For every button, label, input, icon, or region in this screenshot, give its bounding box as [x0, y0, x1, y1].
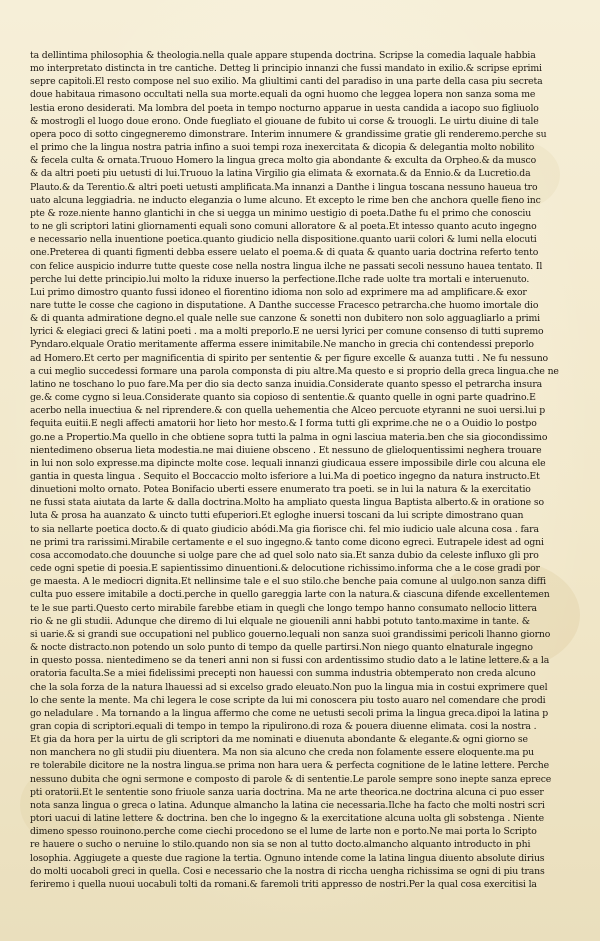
text-line: ge maesta. A le mediocri dignita.Et nellinsime tale e el suo stilo.che benche paia comune al uulgo.non sanza diffi [30, 576, 546, 588]
text-line: acerbo nella inuectiua & nel riprendere.& con quella uehementia che Alceo percuote etyranni ne suoi uersi.lui p [30, 405, 546, 417]
text-line: Pyndaro.elquale Oratio meritamente afferma essere inimitabile.Ne mancho in grecia chi contendessi preporlo [30, 339, 534, 351]
text-line: con felice auspicio indurre tutte queste cose nella nostra lingua ilche ne passati secoli nessuno hauea tentato. Il [30, 260, 543, 272]
text-line: a cui meglio succedessi formare una parola componsta di piu altre.Ma questo e si proprio della greca lingua.che ne [30, 365, 559, 377]
text-line: te le sue parti.Questo certo mirabile farebbe etiam in quegli che longo tempo hanno consumato nellocio littera [30, 602, 537, 614]
text-line: perche lui dette principio.lui molto la riduxe inuerso la perfectione.Ilche rade uolte tra mortali e interuenuto. [30, 273, 530, 285]
text-line: lestia erono desiderati. Ma lombra del poeta in tempo nocturno apparue in uesta candida a iacopo suo figliuolo [30, 102, 539, 114]
text-line: luta & prosa ha auanzato & uincto tutti efuperiori.Et egloghe inuersi toscani da lui scripte dimostrano quan [30, 510, 524, 522]
text-line: to ne gli scriptori latini gliornamenti equali sono comuni alloratore & al poeta.Et intesso quanto acuto ingegno [30, 221, 537, 233]
text-line: culta puo essere imitabile a docti.perche in quello gareggia larte con la natura.& ciascuna difende excellentemen [30, 589, 550, 601]
text-line: & nocte distracto.non potendo un solo punto di tempo da quelle partirsi.Non niego quanto elnaturale ingegno [30, 642, 533, 654]
text-line: ta dellintima philosophia & theologia.nella quale appare stupenda doctrina. Scripse la comedia laquale habbia [30, 50, 536, 61]
text-line: mo interpretato distincta in tre cantiche. Detteg li principio innanzi che fussi mandato in exilio.& scripse eprimi [30, 63, 542, 75]
text-line: to sia nellarte poetica docto.& di quato giudicio abódi.Ma gia fiorisce chi. fel mio iudicio uale alcuna cosa . fara [30, 523, 539, 535]
text-line: ad Homero.Et certo per magnificentia di spirito per sententie & per figure excelle & auanza tutti . Ne fu nessuno [30, 352, 548, 364]
text-line: feriremo i quella nuoui uocabuli tolti da romani.& faremoli triti appresso de nostri.Per la qual cosa exercitisi la [30, 878, 537, 890]
text-line: si uarie.& si grandi sue occupationi nel publico gouerno.lequali non sanza suoi grandissimi pericoli lhanno giorno [30, 628, 551, 640]
text-line: one.Preterea di quanti figmenti debba essere uelato el poema.& di quata & quanto uaria doctrina referto tento [30, 247, 539, 259]
text-line: re hauere o sucho o neruine lo stilo.quando non sia se non al tutto docto.almancho alquanto introducto in phi [30, 839, 531, 851]
text-line: go neladulare . Ma tornando a la lingua affermo che come ne uetusti secoli prima la lingua greca.dipoi la latina p [30, 707, 549, 719]
text-line: losophia. Aggiugete a queste due ragione la tertia. Ognuno intende come la latina lingua diuento absolute dirius [30, 852, 545, 864]
text-line: ne primi tra rarissimi.Mirabile certamente e el suo ingegno.& tanto come dicono egreci. Eutrapele idest ad ogni [30, 536, 544, 548]
text-line: & di quanta admiratione degno.el quale nelle sue canzone & sonetti non dubitero non solo agguagliarlo a primi [30, 313, 540, 325]
text-line: dimeno spesso rouinono.perche come ciechi procedono se el lume de larte non e porto.Ne mai porta lo Scripto [30, 826, 537, 838]
text-line: rio & ne gli studii. Adunque che diremo di lui elquale ne giouenili anni habbi potuto tanto.maxime in tante. & [30, 615, 530, 627]
text-line: lyrici & elegiaci greci & latini poeti . ma a molti preporlo.E ne uersi lyrici per comune consenso di tutti supremo [30, 326, 544, 338]
body-text [30, 49, 578, 891]
text-line: ne fussi stata aiutata da larte & dalla doctrina.Molto ha ampliato questa lingua Baptista alberto.& in oratione so [30, 497, 544, 509]
text-line: pti oratorii.Et le sententie sono friuole sanza uaria doctrina. Ma ne arte theorica.ne doctrina alcuna ci puo esser [30, 786, 544, 798]
text-line: nota sanza lingua o greca o latina. Adunque almancho la latina cie necessaria.Ilche ha facto che molti nostri scri [30, 799, 545, 811]
text-line: dinuetioni molto ornato. Potea Bonifacio uberti essere enumerato tra poeti. se in lui la natura & la exercitatio [30, 484, 531, 496]
text-line: gantia in questa lingua . Sequito el Boccaccio molto isferiore a lui.Ma di poetico ingegno da natura instructo.Et [30, 471, 540, 482]
text-line: uato alcuna leggiadria. ne inducto eleganzia o lume alcuno. Et excepto le rime ben che anchora quelle fieno inc [30, 194, 541, 206]
text-line: pte & roze.niente hanno glantichi in che si uegga un minimo uestigio di poeta.Dathe fu el primo che conosciu [30, 207, 532, 219]
text-line: latino ne toschano lo puo fare.Ma per dio sia decto sanza inuidia.Considerate quanto spesso el petrarcha insura [30, 378, 543, 390]
text-line: go.ne a Propertio.Ma quello in che obtiene sopra tutti la palma in ogni lasciua materia.ben che sia giocondissimo [30, 431, 548, 443]
text-line: gran copia di scriptori.equali di tempo in tempo la ripulirono.di roza & pouera diuenne elimata. cosi la nostra . [30, 720, 537, 732]
text-line: non manchera no gli studii piu diuentera. Ma non sia alcuno che creda non folamente essere eloquente.ma pu [30, 747, 535, 759]
text-line: Plauto.& da Terentio.& altri poeti uetusti amplificata.Ma innanzi a Danthe i lingua toscana nessuno haueua tro [30, 181, 538, 193]
text-line: nessuno dubita che ogni sermone e composto di parole & di sententie.Le parole sempre sono inepte sanza eprece [30, 773, 552, 785]
text-line: el primo che la lingua nostra patria infino a suoi tempi roza inexercitata & dicopia & delegantia molto nobilito [30, 142, 535, 154]
text-line: oratoria faculta.Se a miei fidelissimi precepti non hauessi con summa industria obtemperato non creda alcuno [30, 668, 536, 680]
text-line: nientedimeno obserua lieta modestia.ne mai diuiene obsceno . Et nessuno de glieloquentissimi neghera trouare [30, 444, 542, 456]
text-line: Et gia da hora per la uirtu de gli scriptori da me nominati e diuenuta abondante & elegante.& ogni giorno se [30, 734, 528, 746]
text-line: ge.& come cygno si leua.Considerate quanto sia copioso di sententie.& quanto quelle in ogni parte quadrino.E [30, 392, 536, 404]
text-line: opera poco di sotto cingegneremo dimonstrare. Interim innumere & grandissime gratie gli renderemo.perche su [30, 128, 547, 140]
text-line: e necessario nella inuentione poetica.quanto giudicio nella dispositione.quanto uarii colori & lumi nella elocuti [30, 234, 537, 246]
text-line: Lui primo dimostro quanto fussi idoneo el fiorentino idioma non solo ad exprimere ma ad amplificare.& exor [30, 286, 527, 298]
text-line: che la sola forza de la natura lhauessi ad si excelso grado eleuato.Non puo la lingua mia in costui exprimere quel [30, 681, 548, 693]
text-line: ptori uacui di latine lettere & doctrina. ben che lo ingegno & la exercitatione alcuna uolta gli sobstenga . Niente [30, 813, 544, 825]
text-line: nare tutte le cosse che cagiono in disputatione. A Danthe successe Fracesco petrarcha.che huomo imortale dio [30, 299, 539, 311]
text-line: in lui non solo expresse.ma dipincte molte cose. lequali innanzi giudicaua essere impossibile dirle cou alcuna ele [30, 457, 546, 469]
text-line: lo che sente la mente. Ma chi legera le cose scripte da lui mi conoscera piu tosto auaro nel comendare che prodi [30, 694, 546, 706]
text-line: cede ogni spetie di poesia.E sapientissimo dinuentioni.& delocutione richissimo.informa che a le cose gradi por [30, 563, 540, 575]
text-line: re tolerabile dicitore ne la nostra lingua.se prima non hara uera & perfecta cognitione de le latine lettere. Perche [30, 760, 549, 772]
text-line: & da altri poeti piu uetusti di lui.Truouo la latina Virgilio gia elimata & exornata.& da Ennio.& da Lucretio.da [30, 168, 531, 180]
text-line: cosa accomodato.che douunche si uolge pare che ad quel solo nato sia.Et sanza dubio da celeste influxo gli pro [30, 549, 539, 561]
text-line: & mostrogli el luogo doue erono. Onde fuegliato el giouane de fubito ui corse & trouogli. Le uirtu diuine di tale [30, 115, 539, 127]
text-line: & fecela culta & ornata.Truouo Homero la lingua greca molto gia abondante & exculta da Orpheo.& da musco [30, 155, 537, 167]
text-line: do molti uocaboli greci in quella. Cosi e necessario che la nostra di riccha uengha richissima se ogni di piu trans [30, 865, 545, 877]
text-line: in questo possa. nientedimeno se da teneri anni non si fussi con ardentissimo studio dato a le latine lettere.& a la [30, 655, 550, 667]
text-line: doue habitaua rimasono occultati nella sua morte.equali da ogni huomo che leggea lopera non sanza soma me [30, 89, 536, 101]
text-line: fequita euitii.E negli affecti amatorii hor lieto hor mesto.& I forma tutti gli exprime.che ne o a Ouidio lo postpo [30, 418, 537, 430]
text-line: sepre capitoli.El resto compose nel suo exilio. Ma gliultimi canti del paradiso in una parte della casa piu secreta [30, 76, 543, 88]
